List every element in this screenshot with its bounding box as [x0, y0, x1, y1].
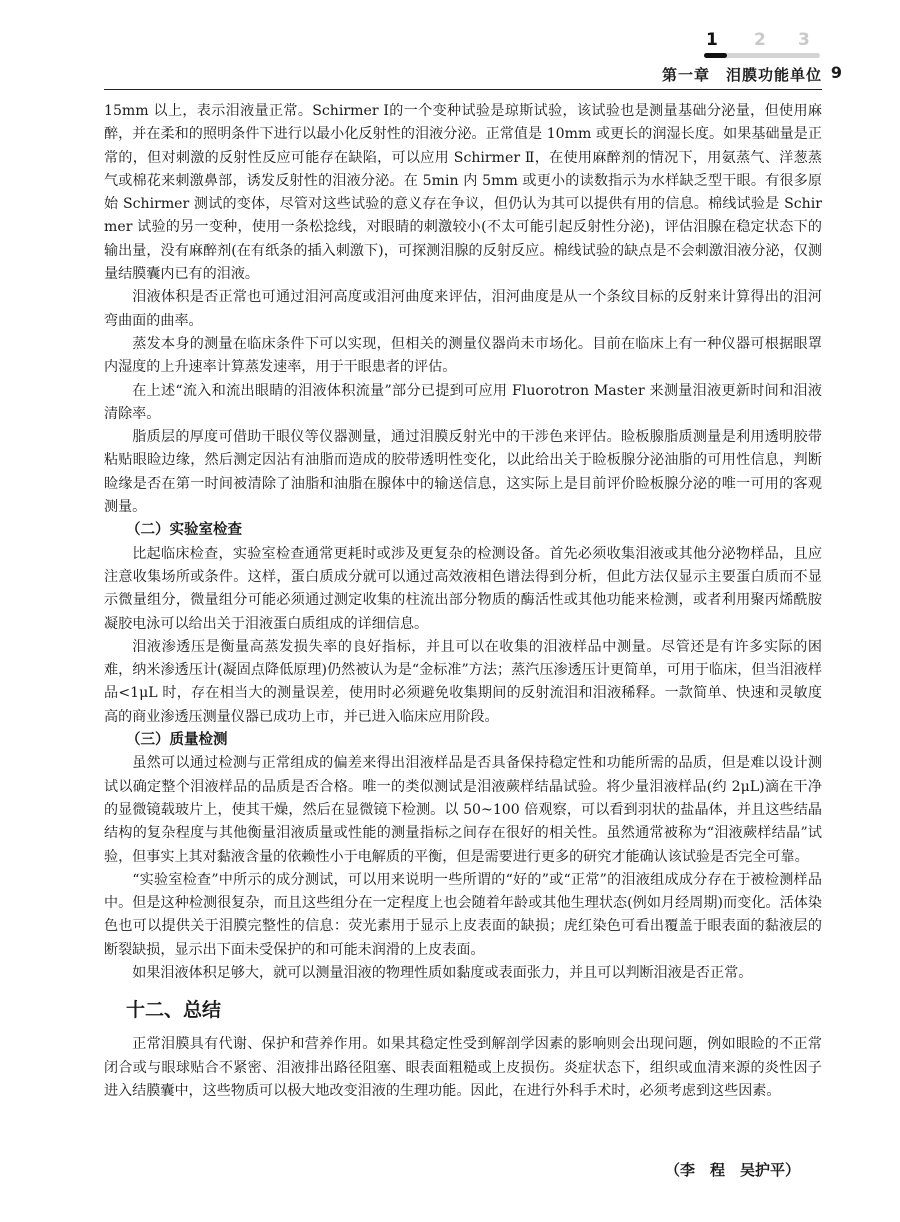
paragraph-physical-properties: 如果泪液体积足够大，就可以测量泪液的物理性质如黏度或表面张力，并且可以判断泪液是否正常。	[132, 964, 753, 981]
chapter-title: 第一章 泪膜功能单位	[661, 66, 822, 84]
section-tab-1: 1	[706, 30, 718, 50]
section-progress-track	[704, 53, 820, 58]
author-credit: （李 程 吴护平）	[664, 1161, 800, 1179]
header-divider	[104, 89, 822, 90]
page-body	[104, 100, 822, 1103]
paragraph-schirmer: 15mm 以上，表示泪液量正常。Schirmer Ⅰ的一个变种试验是琼斯试验，该试验也是测量基础分泌量，但使用麻醉，并在柔和的照明条件下进行以最小化反射性的泪液分泌。正常值是 10mm 或更长的润湿长度。如果基础量是正常的，但对刺激的反射性反应可能存在缺陷，可以应用 Schirmer Ⅱ，在使用麻醉剂的情况下，用氨蒸气、洋葱蒸气或棉花来刺激鼻部，诱发反射性的泪液分泌。在 5min 内 5mm 或更小的读数指示为水样缺乏型干眼。有很多原始 Schirmer 测试的变体，尽管对这些试验的意义存在争议，但仍认为其可以提供有用的信息。棉线试验是 Schirmer 试验的另一变种，使用一条松捻线，对眼睛的刺激较小(不太可能引起反射性分泌)，评估泪腺在稳定状态下的输出量，没有麻醉剂(在有纸条的插入刺激下)，可探测泪腺的反射反应。棉线试验的缺点是不会刺激泪液分泌，仅测量结膜囊内已有的泪液。	[104, 103, 822, 283]
page-number: 9	[830, 63, 842, 82]
paragraph-lab-tests: 比起临床检查，实验室检查通常更耗时或涉及更复杂的检测设备。首先必须收集泪液或其他分泌物样品，且应注意收集场所或条件。这样，蛋白质成分就可以通过高效液相色谱法得到分析，但此方法仅显示主要蛋白质而不显示微量组分，微量组分可能必须通过测定收集的柱流出部分物质的酶活性或其他功能来检测，或者利用聚丙烯酰胺凝胶电泳可以给出关于泪液蛋白质组成的详细信息。	[104, 545, 822, 632]
paragraph-ferning: 虽然可以通过检测与正常组成的偏差来得出泪液样品是否具备保持稳定性和功能所需的品质，但是难以设计测试以确定整个泪液样品的品质是否合格。唯一的类似测试是泪液蕨样结晶试验。将少量泪液样品(约 2μL)滴在干净的显微镜载玻片上，使其干燥，然后在显微镜下检测。以 50~100 倍观察，可以看到羽状的盐晶体，并且这些结晶结构的复杂程度与其他衡量泪液质量或性能的测量指标之间存在很好的相关性。虽然通常被称为“泪液蕨样结晶”试验，但事实上其对黏液含量的依赖性小于电解质的平衡，但是需要进行更多的研究才能确认该试验是否完全可靠。	[104, 755, 822, 865]
paragraph-tear-volume: 泪液体积是否正常也可通过泪河高度或泪河曲度来评估，泪河曲度是从一个条纹目标的反射来计算得出的泪河弯曲面的曲率。	[104, 289, 822, 329]
paragraph-lipid-layer: 脂质层的厚度可借助干眼仪等仪器测量，通过泪膜反射光中的干涉色来评估。睑板腺脂质测量是利用透明胶带粘贴眼睑边缘，然后测定因沾有油脂而造成的胶带透明性变化，以此给出关于睑板腺分泌油脂的可用性信息，判断睑缘是否在第一时间被清除了油脂和油脂在腺体中的输送信息，这实际上是目前评价睑板腺分泌的唯一可用的客观测量。	[104, 429, 822, 516]
section-progress-fill	[704, 53, 727, 58]
chapter-section-indicator	[704, 30, 820, 58]
paragraph-osmolarity: 泪液渗透压是衡量高蒸发损失率的良好指标，并且可以在收集的泪液样品中测量。尽管还是有许多实际的困难，纳米渗透压计(凝固点降低原理)仍然被认为是“金标准”方法；蒸汽压渗透压计更简单，可用于临床，但当泪液样品<1μL 时，存在相当大的测量误差，使用时必须避免收集期间的反射流泪和泪液稀释。一款简单、快速和灵敏度高的商业渗透压测量仪器已成功上市，并已进入临床应用阶段。	[104, 638, 822, 725]
subheading-lab-tests: （二）实验室检查	[126, 522, 242, 539]
page-header	[0, 0, 900, 92]
paragraph-fluorotron: 在上述“流入和流出眼睛的泪液体积流量”部分已提到可应用 Fluorotron Master 来测量泪液更新时间和泪液清除率。	[104, 382, 822, 422]
paragraph-evaporation: 蒸发本身的测量在临床条件下可以实现，但相关的测量仪器尚未市场化。目前在临床上有一种仪器可根据眼罩内湿度的上升速率计算蒸发速率，用于干眼患者的评估。	[104, 335, 822, 376]
subheading-quality-tests: （三）质量检测	[126, 732, 228, 749]
section-tab-3: 3	[798, 30, 810, 50]
section-title-summary: 十二、总结	[126, 999, 222, 1022]
paragraph-summary: 正常泪膜具有代谢、保护和营养作用。如果其稳定性受到解剖学因素的影响则会出现问题，例如眼睑的不正常闭合或与眼球贴合不紧密、泪液排出路径阻塞、眼表面粗糙或上皮损伤。炎症状态下，组织或血清来源的炎性因子进入结膜囊中，这些物质可以极大地改变泪液的生理功能。因此，在进行外科手术时，必须考虑到这些因素。	[104, 1036, 822, 1099]
section-tab-2: 2	[754, 30, 766, 50]
paragraph-component-tests: “实验室检查”中所示的成分测试，可以用来说明一些所谓的“好的”或“正常”的泪液组成成分存在于被检测样品中。但是这种检测很复杂，而且这些组分在一定程度上也会随着年龄或其他生理状态(例如月经周期)而变化。活体染色也可以提供关于泪膜完整性的信息：荧光素用于显示上皮表面的缺损；虎红染色可看出覆盖于眼表面的黏液层的断裂缺损，显示出下面未受保护的和可能未润滑的上皮表面。	[104, 871, 822, 958]
